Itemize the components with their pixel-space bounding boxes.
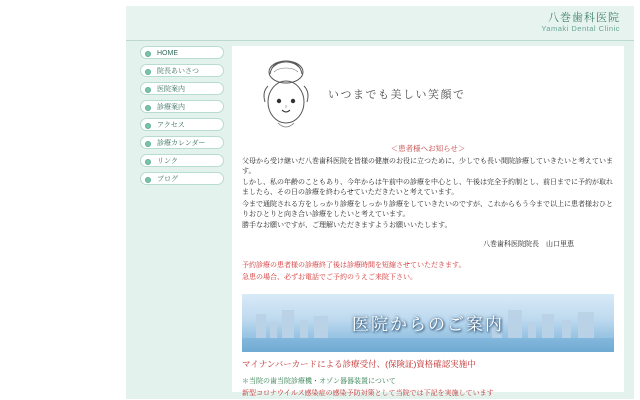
bullet-icon [145,123,151,129]
bullet-icon [145,69,151,75]
banner-water [242,338,614,352]
site-title [541,12,620,33]
bullet-icon [145,105,151,111]
bullet-icon [145,87,151,93]
hero-section [232,46,624,141]
banner-title: 医院からのご案内 [352,314,504,334]
sidebar-item-label: アクセス [157,122,185,129]
site-header [126,6,634,41]
bullet-icon [145,51,151,57]
clinic-name-en: Yamaki Dental Clinic [541,24,620,34]
main-content [232,46,624,397]
sidebar-item-clinic-info[interactable] [140,82,224,95]
sidebar-nav [140,46,224,190]
hero-caption: いつまでも美しい笑顔で [328,89,466,101]
reservation-line: 予約診療の患者様の診療終了後は診療時間を短縮させていただきます。 [242,261,466,269]
notice-signature: 八巻歯科医院院長 山口里恵 [483,240,574,248]
sidebar-item-greeting[interactable] [140,64,224,77]
sub-note-1: ＊当院の歯当院診療機・オゾン器器装置について [242,377,396,385]
sidebar-item-access[interactable] [140,118,224,131]
sidebar-item-treatment[interactable] [140,100,224,113]
reservation-line: 急患の場合、必ずお電話でご予約のうえご来院下さい。 [242,274,417,282]
bullet-icon [145,159,151,165]
notice-paragraph: 今まで通院される方をしっかり診療をしっかり診療をしていきたいのですが、これからもう今まで以上に患者様おひとりおひとりと向き合い診療をしたいと考えています。 [242,200,613,218]
sidebar-item-links[interactable] [140,154,224,167]
sidebar-item-label: 診療案内 [157,104,185,111]
sidebar-item-label: 医院案内 [157,86,185,93]
sidebar-item-label: ブログ [157,176,178,183]
sidebar-item-calendar[interactable] [140,136,224,149]
sidebar-item-label: HOME [157,50,178,57]
sidebar-item-label: 院長あいさつ [157,68,199,75]
notice-section [232,143,624,249]
bullet-icon [145,141,151,147]
sidebar-item-label: リンク [157,158,178,165]
bullet-icon [145,177,151,183]
sidebar-item-label: 診療カレンダー [157,140,206,147]
mynumber-notice: マイナンバーカードによる診療受付、(保険証)資格確認実施中 [242,358,476,369]
sidebar-item-blog[interactable] [140,172,224,185]
notice-paragraph: 勝手なお願いですが、ご理解いただきますようお願いいたします。 [242,221,452,229]
notice-paragraph: しかし、私の年齢のこともあり、今年からは午前中の診療を中心とし、午後は完全予約制とし、前日までに予約が取れましたら、その日の診療を終わらせていただきたいと考えています。 [242,179,613,197]
clinic-name-jp: 八巻歯科医院 [548,12,620,24]
smiling-woman-illustration [248,56,324,136]
reservation-section [232,261,624,284]
clinic-info-banner[interactable] [242,294,614,352]
sub-note-2: 新型コロナウイルス感染症の感染予防対策として当院では下記を実施しています [242,389,494,397]
notice-heading: ＜患者様へお知らせ＞ [390,144,466,153]
sidebar-item-home[interactable] [140,46,224,59]
notice-paragraph: 父母から受け継いだ八巻歯科医院を皆様の健康のお役に立つために、少しでも長い間院診療していきたいと考えています。 [242,158,613,176]
